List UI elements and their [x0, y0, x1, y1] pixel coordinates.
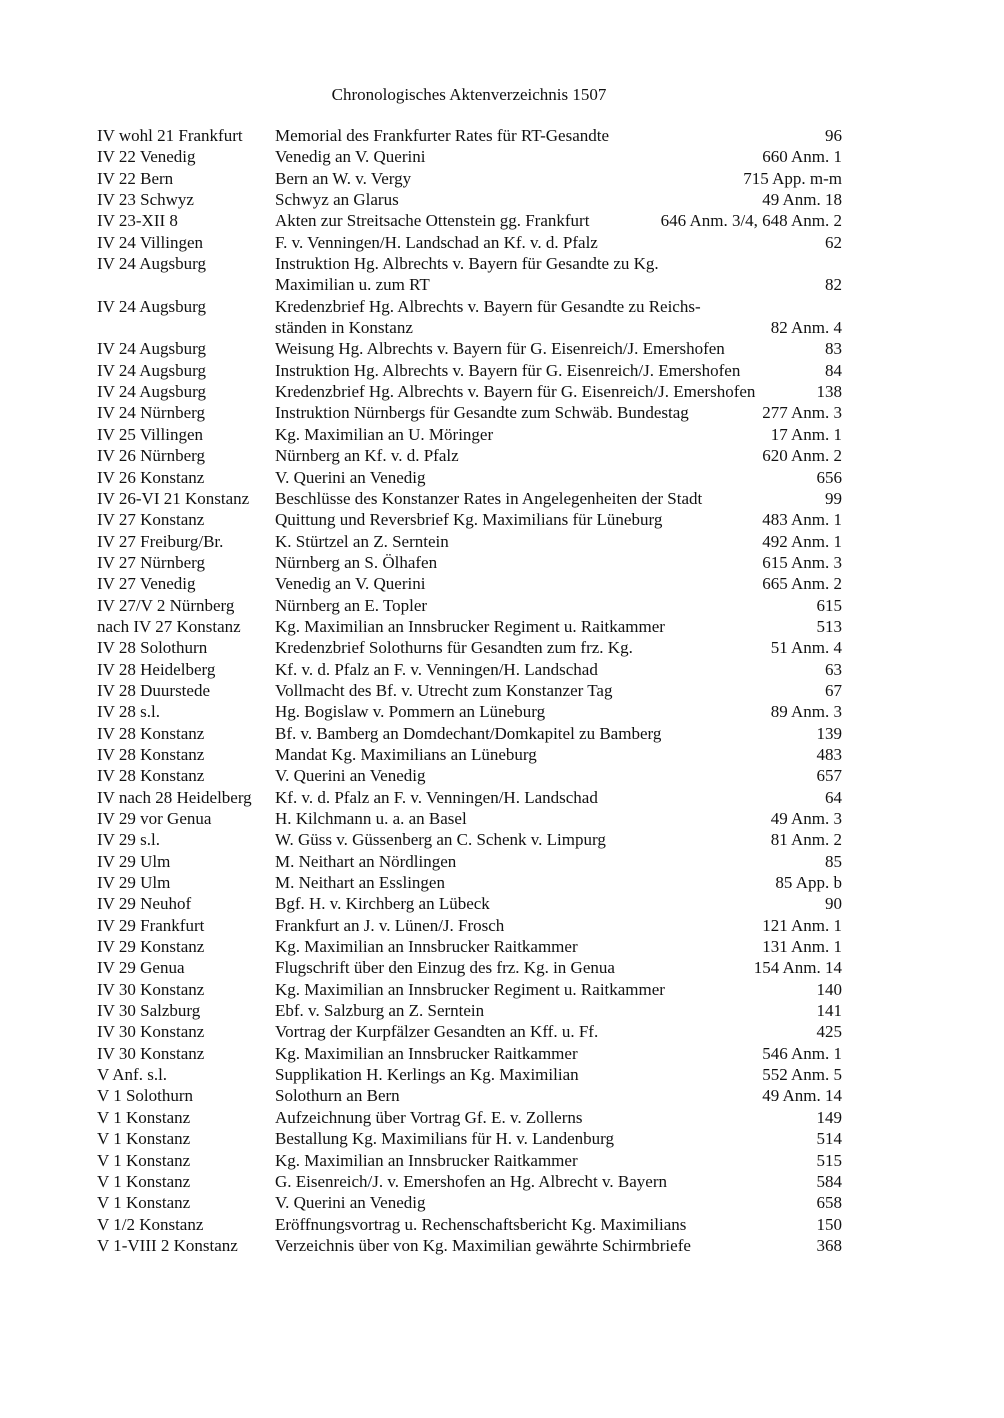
entry-date-place: IV nach 28 Heidelberg	[97, 787, 252, 807]
register-entry	[97, 402, 842, 423]
register-entry	[97, 893, 842, 914]
entry-page-reference: 121 Anm. 1	[762, 915, 842, 935]
entry-subject	[275, 723, 817, 744]
entry-date-place: V Anf. s.l.	[97, 1065, 168, 1085]
entry-date-place: IV 29 Konstanz	[97, 937, 205, 957]
entry-page-reference: 515	[816, 1150, 842, 1170]
entry-subject-line: W. Güss v. Güssenberg an C. Schenk v. Limpurg	[275, 830, 606, 850]
register-entry	[97, 1021, 842, 1042]
entry-subject	[275, 360, 825, 381]
register-entry	[97, 1107, 842, 1128]
entry-subject-line: M. Neithart an Esslingen	[275, 873, 445, 893]
entry-subject-line: Kredenzbrief Solothurns für Gesandten zum frz. Kg.	[275, 638, 633, 658]
entry-page-reference: 49 Anm. 14	[762, 1086, 842, 1106]
register-entry	[97, 296, 842, 339]
entry-page-reference: 82 Anm. 4	[770, 318, 842, 338]
entry-date-place: IV 22 Venedig	[97, 147, 196, 167]
entry-subject-line: Bestallung Kg. Maximilians für H. v. Landenburg	[275, 1129, 615, 1149]
register-entry	[97, 701, 842, 722]
entry-subject	[275, 680, 825, 701]
register-entry	[97, 509, 842, 530]
entry-subject	[275, 1000, 817, 1021]
entry-page-reference: 657	[816, 766, 842, 786]
entry-page-reference: 665 Anm. 2	[762, 574, 842, 594]
entry-date-place: IV 24 Villingen	[97, 232, 204, 252]
entry-subject-line: M. Neithart an Nördlingen	[275, 851, 457, 871]
register-entry	[97, 637, 842, 658]
entry-page-reference: 67	[825, 680, 842, 700]
entry-subject-line: Weisung Hg. Albrechts v. Bayern für G. Eisenreich/J. Emershofen	[275, 339, 725, 359]
register-entry	[97, 872, 842, 893]
entry-subject-line: Vortrag der Kurpfälzer Gesandten an Kff. u. Ff.	[275, 1022, 599, 1042]
entry-subject-line: Venedig an V. Querini	[275, 147, 426, 167]
entry-date-place: IV 28 Konstanz	[97, 744, 205, 764]
register-entry	[97, 381, 842, 402]
entry-date-place: V 1 Konstanz	[97, 1150, 191, 1170]
register-entry	[97, 467, 842, 488]
entry-subject-line: Kf. v. d. Pfalz an F. v. Venningen/H. Landschad	[275, 787, 598, 807]
entry-subject-line: Venedig an V. Querini	[275, 574, 426, 594]
entry-subject-line: V. Querini an Venedig	[275, 766, 426, 786]
register-entry	[97, 1150, 842, 1171]
entry-subject-line: Mandat Kg. Maximilians an Lüneburg	[275, 744, 537, 764]
register-entry	[97, 936, 842, 957]
entry-date-place: IV 30 Salzburg	[97, 1001, 201, 1021]
entry-page-reference: 85	[825, 851, 842, 871]
entry-subject-line: V. Querini an Venedig	[275, 467, 426, 487]
entry-subject	[275, 253, 825, 296]
entry-subject	[275, 1214, 817, 1235]
entry-subject	[275, 787, 825, 808]
entry-date-place: IV 26-VI 21 Konstanz	[97, 488, 250, 508]
register-entry	[97, 829, 842, 850]
entry-date-place: V 1/2 Konstanz	[97, 1214, 204, 1234]
register-entry	[97, 957, 842, 978]
register-entry	[97, 979, 842, 1000]
entry-subject-line: Frankfurt an J. v. Lünen/J. Frosch	[275, 915, 505, 935]
entry-date-place: IV 28 Konstanz	[97, 723, 205, 743]
register-entry	[97, 189, 842, 210]
entry-date-place: IV 27 Venedig	[97, 574, 196, 594]
register-entry	[97, 787, 842, 808]
entry-date-place: IV 27 Nürnberg	[97, 552, 205, 572]
register-entry	[97, 680, 842, 701]
register-entry	[97, 253, 842, 296]
entry-date-place: IV 29 vor Genua	[97, 809, 212, 828]
register-entry	[97, 1085, 842, 1106]
register-entry	[97, 552, 842, 573]
register-entry	[97, 445, 842, 466]
register-entry	[97, 765, 842, 786]
entry-date-place: IV 27 Freiburg/Br.	[97, 531, 224, 551]
register-entry	[97, 146, 842, 167]
entry-page-reference: 63	[825, 659, 842, 679]
entry-date-place: V 1-VIII 2 Konstanz	[97, 1235, 238, 1255]
entry-subject-line: ständen in Konstanz	[275, 318, 413, 338]
register-entry	[97, 595, 842, 616]
entry-subject	[275, 872, 775, 893]
entry-subject-line: Akten zur Streitsache Ottenstein gg. Frankfurt	[275, 211, 590, 231]
entry-date-place: IV 26 Konstanz	[97, 467, 205, 487]
entry-page-reference: 483	[816, 744, 842, 764]
register-entry	[97, 744, 842, 765]
entry-page-reference: 277 Anm. 3	[762, 403, 842, 423]
entry-page-reference: 140	[816, 979, 842, 999]
entry-subject	[275, 701, 771, 722]
register-entry	[97, 531, 842, 552]
entry-page-reference: 138	[816, 382, 842, 402]
entry-date-place: IV 28 Heidelberg	[97, 659, 216, 679]
entry-date-place: IV 28 Duurstede	[97, 680, 210, 700]
entry-page-reference: 141	[816, 1001, 842, 1021]
entry-page-reference: 514	[816, 1129, 842, 1149]
entry-page-reference: 615 Anm. 3	[762, 552, 842, 572]
entry-date-place: IV 24 Augsburg	[97, 360, 206, 380]
entry-subject	[275, 637, 771, 658]
entry-page-reference: 149	[816, 1107, 842, 1127]
entry-page-reference: 646 Anm. 3/4, 648 Anm. 2	[660, 211, 842, 231]
entry-subject-line: Verzeichnis über von Kg. Maximilian gewährte Schirmbriefe	[275, 1235, 691, 1255]
entry-subject-line: Quittung und Reversbrief Kg. Maximilians für Lüneburg	[275, 510, 663, 530]
entry-subject	[275, 1150, 817, 1171]
entry-page-reference: 552 Anm. 5	[762, 1065, 842, 1085]
entry-subject	[275, 488, 825, 509]
entry-page-reference: 99	[825, 488, 842, 508]
entry-subject-line: Kg. Maximilian an Innsbrucker Raitkammer	[275, 937, 578, 957]
entry-subject-line: Instruktion Nürnbergs für Gesandte zum Schwäb. Bundestag	[275, 403, 689, 423]
register-entry	[97, 616, 842, 637]
entry-page-reference: 615	[816, 595, 842, 615]
register-entry	[97, 723, 842, 744]
entry-page-reference: 49 Anm. 18	[762, 190, 842, 210]
entry-page-reference: 96	[825, 126, 842, 145]
entry-page-reference: 656	[816, 467, 842, 487]
entry-subject	[275, 210, 661, 231]
entry-subject	[275, 1235, 817, 1256]
entry-page-reference: 81 Anm. 2	[770, 830, 842, 850]
entry-subject	[275, 915, 762, 936]
entry-page-reference: 85 App. b	[775, 873, 842, 893]
entry-subject-line: Beschlüsse des Konstanzer Rates in Angelegenheiten der Stadt	[275, 488, 703, 508]
register-entry	[97, 424, 842, 445]
entry-page-reference: 83	[825, 339, 842, 359]
entry-subject-line: Instruktion Hg. Albrechts v. Bayern für G. Eisenreich/J. Emershofen	[275, 360, 741, 380]
register-entry	[97, 338, 842, 359]
entry-subject-line: Ebf. v. Salzburg an Z. Serntein	[275, 1001, 485, 1021]
entry-subject	[275, 957, 754, 978]
entry-subject-line: Kg. Maximilian an Innsbrucker Raitkammer	[275, 1043, 578, 1063]
entry-date-place: IV 24 Augsburg	[97, 382, 206, 402]
entry-date-place: V 1 Konstanz	[97, 1107, 191, 1127]
entry-date-place: IV 28 Konstanz	[97, 766, 205, 786]
entry-subject-line: G. Eisenreich/J. v. Emershofen an Hg. Albrecht v. Bayern	[275, 1171, 667, 1191]
entry-date-place: IV 24 Augsburg	[97, 254, 206, 274]
entry-subject	[275, 424, 771, 445]
entry-date-place: IV 23-XII 8	[97, 211, 178, 231]
entry-date-place: IV 28 Solothurn	[97, 638, 208, 658]
entry-page-reference: 492 Anm. 1	[762, 531, 842, 551]
entry-subject	[275, 445, 762, 466]
entry-date-place: IV 27 Konstanz	[97, 510, 205, 530]
entry-date-place: IV wohl 21 Frankfurt	[97, 126, 243, 145]
register-entry	[97, 915, 842, 936]
entry-subject-line: Solothurn an Bern	[275, 1086, 400, 1106]
entry-date-place: IV 22 Bern	[97, 168, 174, 188]
entry-page-reference: 84	[825, 360, 842, 380]
entry-date-place: IV 29 Ulm	[97, 873, 171, 893]
entry-date-place: IV 29 Neuhof	[97, 894, 192, 914]
entry-subject-line: Kredenzbrief Hg. Albrechts v. Bayern für Gesandte zu Reichs-	[275, 296, 701, 316]
entry-subject-line: K. Stürtzel an Z. Serntein	[275, 531, 449, 551]
entry-subject-line: Flugschrift über den Einzug des frz. Kg. in Genua	[275, 958, 615, 978]
entry-subject-line: Eröffnungsvortrag u. Rechenschaftsbericht Kg. Maximilians	[275, 1214, 687, 1234]
register-entry	[97, 1043, 842, 1064]
entry-page-reference: 131 Anm. 1	[762, 937, 842, 957]
entry-subject-line: Schwyz an Glarus	[275, 190, 399, 210]
register-entry	[97, 1171, 842, 1192]
entry-subject	[275, 1128, 817, 1149]
entry-subject	[275, 509, 762, 530]
register-entry	[97, 1235, 842, 1256]
entry-date-place: IV 29 Genua	[97, 958, 185, 978]
entry-date-place: IV 30 Konstanz	[97, 1043, 205, 1063]
register-entry	[97, 1128, 842, 1149]
entry-page-reference: 154 Anm. 14	[753, 958, 842, 978]
register-entry	[97, 488, 842, 509]
entry-subject-line: Kg. Maximilian an Innsbrucker Regiment u. Raitkammer	[275, 616, 665, 636]
entry-subject-line: H. Kilchmann u. a. an Basel	[275, 809, 467, 828]
entry-subject	[275, 893, 825, 914]
entry-subject	[275, 936, 762, 957]
running-header: Chronologisches Aktenverzeichnis 1507	[331, 85, 607, 104]
entry-subject-line: V. Querini an Venedig	[275, 1193, 426, 1213]
entry-subject-line: Kg. Maximilian an Innsbrucker Regiment u. Raitkammer	[275, 979, 665, 999]
document-register	[97, 125, 842, 1256]
entry-page-reference: 90	[825, 894, 842, 914]
entry-date-place: IV 28 s.l.	[97, 702, 160, 722]
entry-subject	[275, 744, 817, 765]
entry-subject-line: Kredenzbrief Hg. Albrechts v. Bayern für G. Eisenreich/J. Emershofen	[275, 382, 756, 402]
entry-subject	[275, 296, 771, 339]
entry-subject-line: Hg. Bogislaw v. Pommern an Lüneburg	[275, 702, 546, 722]
entry-page-reference: 715 App. m-m	[743, 168, 842, 188]
entry-subject	[275, 808, 771, 829]
entry-date-place: V 1 Konstanz	[97, 1129, 191, 1149]
entry-date-place: IV 24 Augsburg	[97, 296, 206, 316]
entry-page-reference: 139	[816, 723, 842, 743]
entry-page-reference: 368	[816, 1235, 842, 1255]
entry-subject-line: Instruktion Hg. Albrechts v. Bayern für Gesandte zu Kg.	[275, 254, 659, 274]
register-entry	[97, 1000, 842, 1021]
entry-date-place: IV 24 Nürnberg	[97, 403, 205, 423]
entry-subject	[275, 765, 817, 786]
entry-date-place: V 1 Konstanz	[97, 1171, 191, 1191]
entry-date-place: V 1 Konstanz	[97, 1193, 191, 1213]
entry-date-place: IV 25 Villingen	[97, 424, 204, 444]
entry-subject	[275, 616, 817, 637]
entry-subject-line: Nürnberg an E. Topler	[275, 595, 428, 615]
entry-page-reference: 62	[825, 232, 842, 252]
entry-page-reference: 82	[825, 275, 842, 295]
entry-page-reference: 658	[816, 1193, 842, 1213]
entry-date-place: IV 26 Nürnberg	[97, 446, 205, 466]
entry-subject-line: Bern an W. v. Vergy	[275, 168, 412, 188]
entry-date-place: IV 29 Frankfurt	[97, 915, 205, 935]
entry-subject-line: Memorial des Frankfurter Rates für RT-Gesandte	[275, 126, 610, 145]
entry-page-reference: 49 Anm. 3	[770, 809, 842, 828]
register-entry	[97, 232, 842, 253]
register-entry	[97, 125, 842, 146]
entry-subject	[275, 381, 817, 402]
entry-subject	[275, 1107, 817, 1128]
entry-subject	[275, 1171, 817, 1192]
entry-subject-line: Vollmacht des Bf. v. Utrecht zum Konstanzer Tag	[275, 680, 613, 700]
entry-subject-line: Bgf. H. v. Kirchberg an Lübeck	[275, 894, 490, 914]
entry-subject	[275, 1043, 762, 1064]
entry-page-reference: 483 Anm. 1	[762, 510, 842, 530]
register-entry	[97, 1064, 842, 1085]
entry-date-place: IV 30 Konstanz	[97, 1022, 205, 1042]
entry-page-reference: 660 Anm. 1	[762, 147, 842, 167]
register-entry	[97, 659, 842, 680]
entry-page-reference: 64	[825, 787, 842, 807]
entry-subject	[275, 1192, 817, 1213]
entry-page-reference: 51 Anm. 4	[770, 638, 842, 658]
entry-page-reference: 584	[816, 1171, 842, 1191]
entry-subject-line: Nürnberg an Kf. v. d. Pfalz	[275, 446, 459, 466]
entry-subject	[275, 232, 825, 253]
register-entry	[97, 851, 842, 872]
entry-date-place: V 1 Solothurn	[97, 1086, 194, 1106]
entry-subject	[275, 402, 762, 423]
entry-subject	[275, 851, 825, 872]
entry-subject	[275, 338, 825, 359]
register-entry	[97, 808, 842, 829]
entry-subject-line: Bf. v. Bamberg an Domdechant/Domkapitel zu Bamberg	[275, 723, 662, 743]
entry-page-reference: 425	[816, 1022, 842, 1042]
entry-subject-line: Aufzeichnung über Vortrag Gf. E. v. Zollerns	[275, 1107, 583, 1127]
register-entry	[97, 1192, 842, 1213]
entry-subject-line: Supplikation H. Kerlings an Kg. Maximilian	[275, 1065, 579, 1085]
entry-subject	[275, 1085, 762, 1106]
entry-subject	[275, 1021, 817, 1042]
entry-subject	[275, 125, 825, 146]
entry-subject	[275, 979, 817, 1000]
entry-subject	[275, 146, 762, 167]
entry-page-reference: 150	[816, 1214, 842, 1234]
entry-subject-line: Kg. Maximilian an Innsbrucker Raitkammer	[275, 1150, 578, 1170]
entry-page-reference: 513	[816, 616, 842, 636]
entry-date-place: IV 29 s.l.	[97, 830, 160, 850]
entry-subject	[275, 531, 762, 552]
entry-date-place: IV 30 Konstanz	[97, 979, 205, 999]
entry-page-reference: 17 Anm. 1	[770, 424, 842, 444]
entry-subject	[275, 189, 762, 210]
entry-subject-line: Kf. v. d. Pfalz an F. v. Venningen/H. Landschad	[275, 659, 598, 679]
entry-subject	[275, 595, 817, 616]
register-entry	[97, 573, 842, 594]
entry-subject	[275, 573, 762, 594]
entry-subject-line: F. v. Venningen/H. Landschad an Kf. v. d. Pfalz	[275, 232, 598, 252]
entry-date-place: IV 27/V 2 Nürnberg	[97, 595, 235, 615]
entry-date-place: IV 29 Ulm	[97, 851, 171, 871]
register-entry	[97, 210, 842, 231]
entry-page-reference: 546 Anm. 1	[762, 1043, 842, 1063]
entry-subject	[275, 552, 762, 573]
entry-subject	[275, 467, 817, 488]
register-entry	[97, 360, 842, 381]
entry-subject-line: Kg. Maximilian an U. Möringer	[275, 424, 494, 444]
entry-date-place: nach IV 27 Konstanz	[97, 616, 241, 636]
entry-date-place: IV 24 Augsburg	[97, 339, 206, 359]
entry-page-reference: 620 Anm. 2	[762, 446, 842, 466]
register-entry	[97, 168, 842, 189]
entry-subject-line: Nürnberg an S. Ölhafen	[275, 552, 438, 572]
entry-subject-line: Maximilian u. zum RT	[275, 275, 430, 295]
register-entry	[97, 1214, 842, 1235]
entry-subject	[275, 659, 825, 680]
entry-date-place: IV 23 Schwyz	[97, 190, 194, 210]
entry-subject	[275, 829, 771, 850]
entry-subject	[275, 1064, 762, 1085]
entry-subject	[275, 168, 743, 189]
entry-page-reference: 89 Anm. 3	[770, 702, 842, 722]
